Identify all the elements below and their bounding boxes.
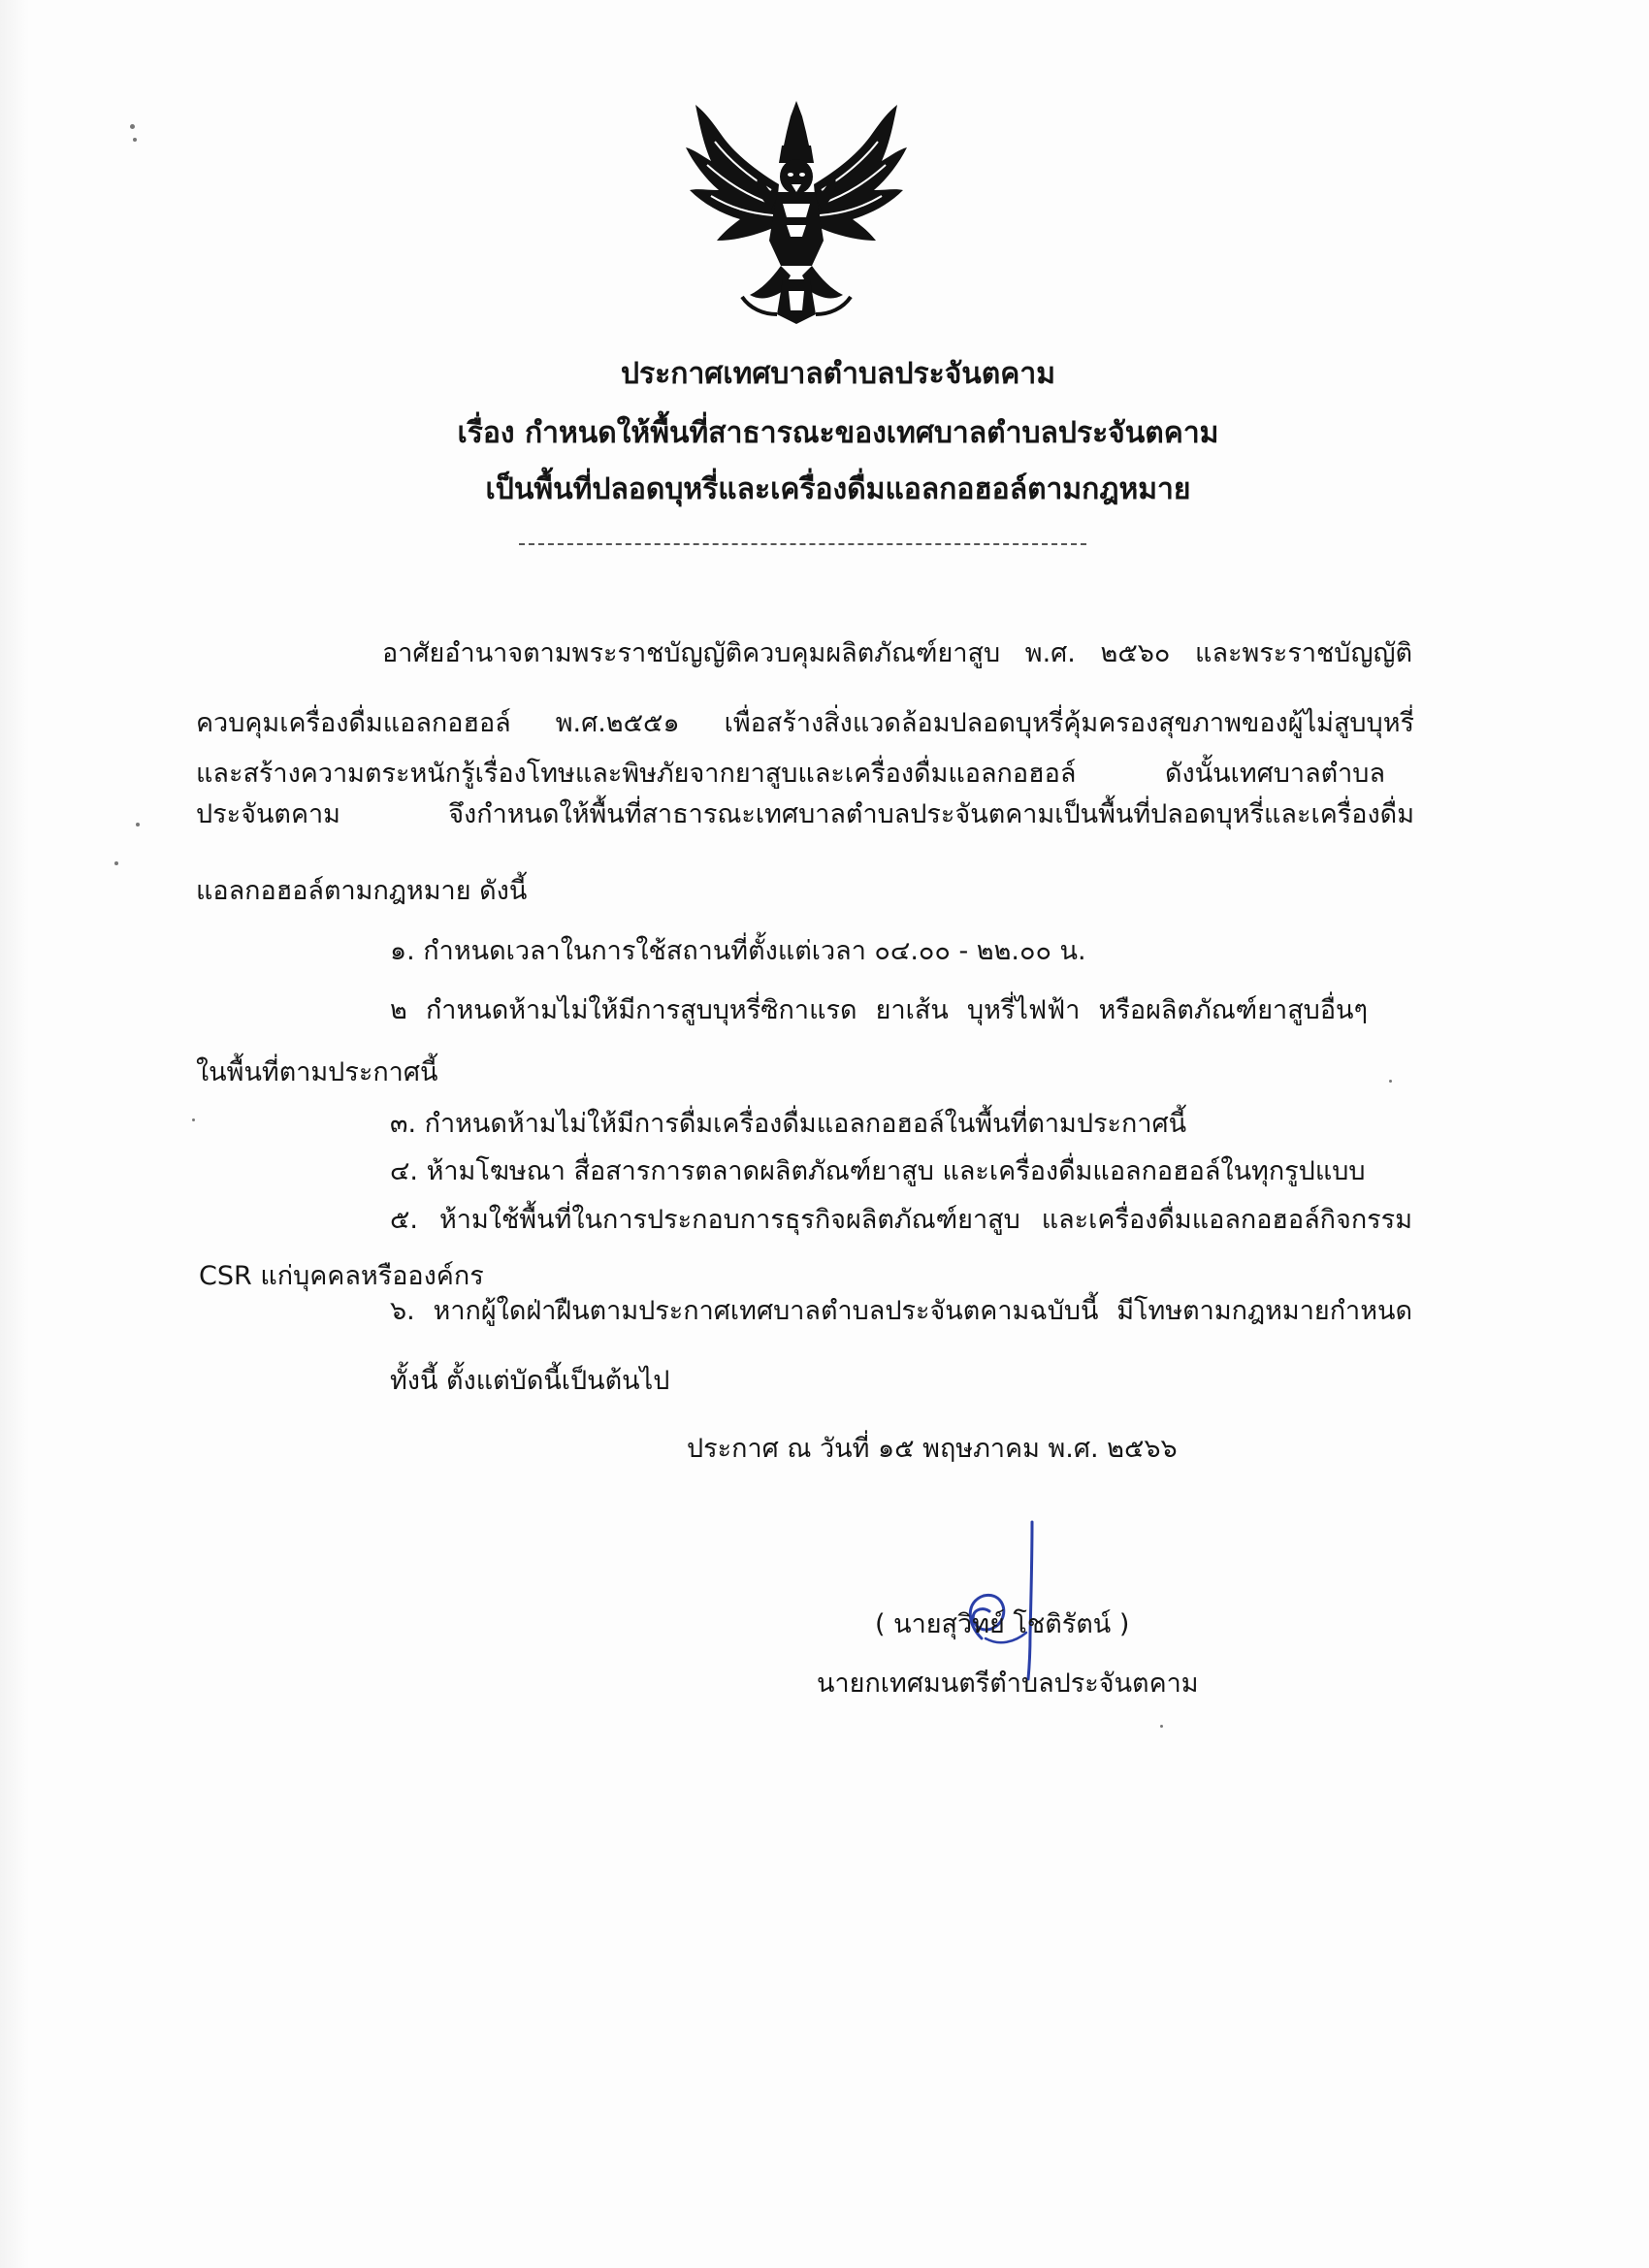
- garuda-emblem: [682, 95, 911, 328]
- scan-speck: [136, 823, 140, 826]
- list-item: ๓. กำหนดห้ามไม่ให้มีการดื่มเครื่องดื่มแอลกอฮอล์ในพื้นที่ตามประกาศนี้: [390, 1109, 1187, 1139]
- title-divider: [519, 543, 1086, 545]
- paragraph-line: ประจันตคาม จึงกำหนดให้พื้นที่สาธารณะเทศบาลตำบลประจันตคามเป็นพื้นที่ปลอดบุหรี่และเครื่องดื่ม: [196, 799, 1414, 829]
- closing-line: ทั้งนี้ ตั้งแต่บัดนี้เป็นต้นไป: [390, 1366, 670, 1396]
- document-subject: เรื่อง กำหนดให้พื้นที่สาธารณะของเทศบาลตำบลประจันตคาม: [457, 416, 1219, 450]
- scan-edge-shadow: [0, 0, 29, 2268]
- scan-speck: [1389, 1080, 1392, 1083]
- list-item-continued: ในพื้นที่ตามประกาศนี้: [196, 1057, 438, 1087]
- scan-speck: [130, 124, 135, 129]
- list-item-continued: CSR แก่บุคคลหรือองค์กร: [199, 1261, 484, 1291]
- paragraph-line: แอลกอฮอล์ตามกฎหมาย ดังนี้: [196, 876, 528, 906]
- list-item: ๕. ห้ามใช้พื้นที่ในการประกอบการธุรกิจผลิตภัณฑ์ยาสูบ และเครื่องดื่มแอลกอฮอล์กิจกรรม: [390, 1205, 1412, 1235]
- paragraph-line: และสร้างความตระหนักรู้เรื่องโทษและพิษภัยจากยาสูบและเครื่องดื่มแอลกอฮอล์ ดังนั้นเทศบาลตำบล: [196, 759, 1385, 789]
- announcement-date: ประกาศ ณ วันที่ ๑๕ พฤษภาคม พ.ศ. ๒๕๖๖: [687, 1434, 1178, 1464]
- scan-speck: [1160, 1725, 1163, 1728]
- list-item: ๑. กำหนดเวลาในการใช้สถานที่ตั้งแต่เวลา ๐๔.๐๐ - ๒๒.๐๐ น.: [390, 936, 1086, 966]
- signatory-position: นายกเทศมนตรีตำบลประจันตคาม: [817, 1669, 1199, 1699]
- paragraph-line: ควบคุมเครื่องดื่มแอลกอฮอล์ พ.ศ.๒๕๕๑ เพื่อสร้างสิ่งแวดล้อมปลอดบุหรี่คุ้มครองสุขภาพของผู้ไม่สูบบุหรี่: [196, 708, 1414, 738]
- paragraph-line: อาศัยอำนาจตามพระราชบัญญัติควบคุมผลิตภัณฑ์ยาสูบ พ.ศ. ๒๕๖๐ และพระราชบัญญัติ: [382, 638, 1412, 668]
- scan-speck: [114, 861, 118, 865]
- list-item: ๖. หากผู้ใดฝ่าฝืนตามประกาศเทศบาลตำบลประจันตคามฉบับนี้ มีโทษตามกฎหมายกำหนด: [390, 1296, 1412, 1326]
- signatory-name: ( นายสุวิทย์ โชติรัตน์ ): [875, 1609, 1130, 1639]
- scan-speck: [192, 1118, 195, 1121]
- list-item: ๒ กำหนดห้ามไม่ให้มีการสูบบุหรี่ซิกาแรด ยาเส้น บุหรี่ไฟฟ้า หรือผลิตภัณฑ์ยาสูบอื่นๆ: [390, 995, 1368, 1025]
- handwritten-signature: [931, 1518, 1086, 1683]
- document-title: ประกาศเทศบาลตำบลประจันตคาม: [621, 357, 1055, 391]
- list-item: ๔. ห้ามโฆษณา สื่อสารการตลาดผลิตภัณฑ์ยาสูบ และเครื่องดื่มแอลกอฮอล์ในทุกรูปแบบ: [390, 1156, 1366, 1186]
- scan-speck: [133, 138, 137, 142]
- document-subject-continued: เป็นพื้นที่ปลอดบุหรี่และเครื่องดื่มแอลกอฮอล์ตามกฎหมาย: [485, 472, 1191, 506]
